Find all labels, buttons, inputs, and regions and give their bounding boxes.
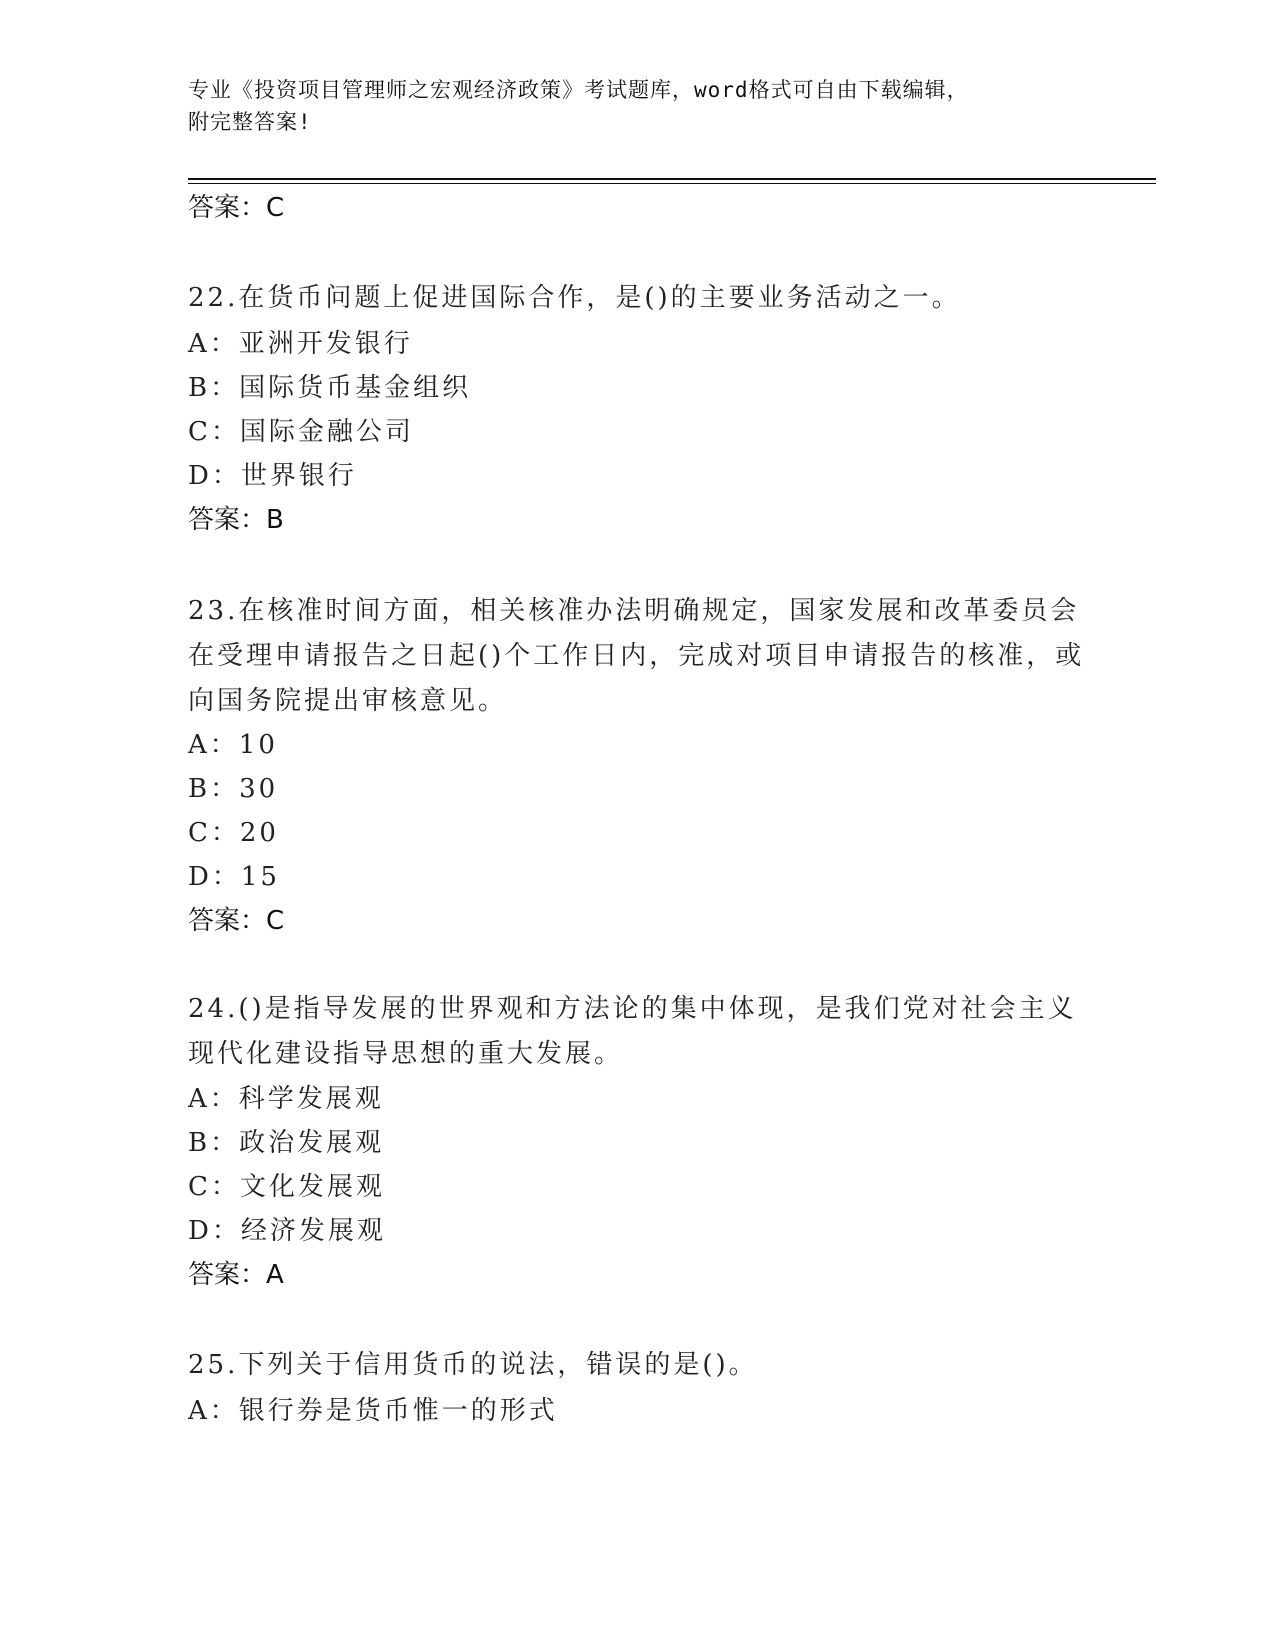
header-line-1: 专业《投资项目管理师之宏观经济政策》考试题库，word格式可自由下载编辑， — [188, 78, 969, 102]
question-22-text: 22.在货币问题上促进国际合作，是()的主要业务活动之一。 — [188, 283, 961, 313]
question-22-option-b: B：国际货币基金组织 — [188, 373, 472, 403]
question-23-option-a: A：10 — [188, 730, 278, 760]
answer-21: 答案：C — [188, 193, 285, 223]
question-24-option-c: C：文化发展观 — [188, 1172, 385, 1202]
question-22-option-d: D：世界银行 — [188, 461, 357, 491]
header-divider-thick — [188, 178, 1156, 180]
answer-22: 答案：B — [188, 505, 284, 535]
header-divider-thin — [188, 183, 1156, 184]
question-24-option-a: A：科学发展观 — [188, 1084, 384, 1114]
question-22-option-a: A：亚洲开发银行 — [188, 329, 413, 359]
question-23-text: 23.在核准时间方面，相关核准办法明确规定，国家发展和改革委员会在受理申请报告之日起()个工作日内，完成对项目申请报告的核准，或向国务院提出审核意见。 — [188, 596, 1085, 716]
question-24-option-b: B：政治发展观 — [188, 1128, 385, 1158]
question-24-text: 24.()是指导发展的世界观和方法论的集中体现，是我们党对社会主义现代化建设指导思想的重大发展。 — [188, 994, 1077, 1069]
header-line-2: 附完整答案! — [188, 110, 312, 134]
question-22-option-c: C：国际金融公司 — [188, 417, 414, 447]
answer-24: 答案：A — [188, 1260, 284, 1290]
question-25-option-a: A：银行券是货币惟一的形式 — [188, 1396, 558, 1426]
document-header — [188, 74, 1088, 138]
question-25-text: 25.下列关于信用货币的说法，错误的是()。 — [188, 1350, 758, 1380]
question-24-option-d: D：经济发展观 — [188, 1216, 386, 1246]
question-23-option-d: D：15 — [188, 862, 280, 892]
question-23-option-b: B：30 — [188, 774, 279, 804]
question-23-option-c: C：20 — [188, 818, 279, 848]
answer-23: 答案：C — [188, 906, 285, 936]
